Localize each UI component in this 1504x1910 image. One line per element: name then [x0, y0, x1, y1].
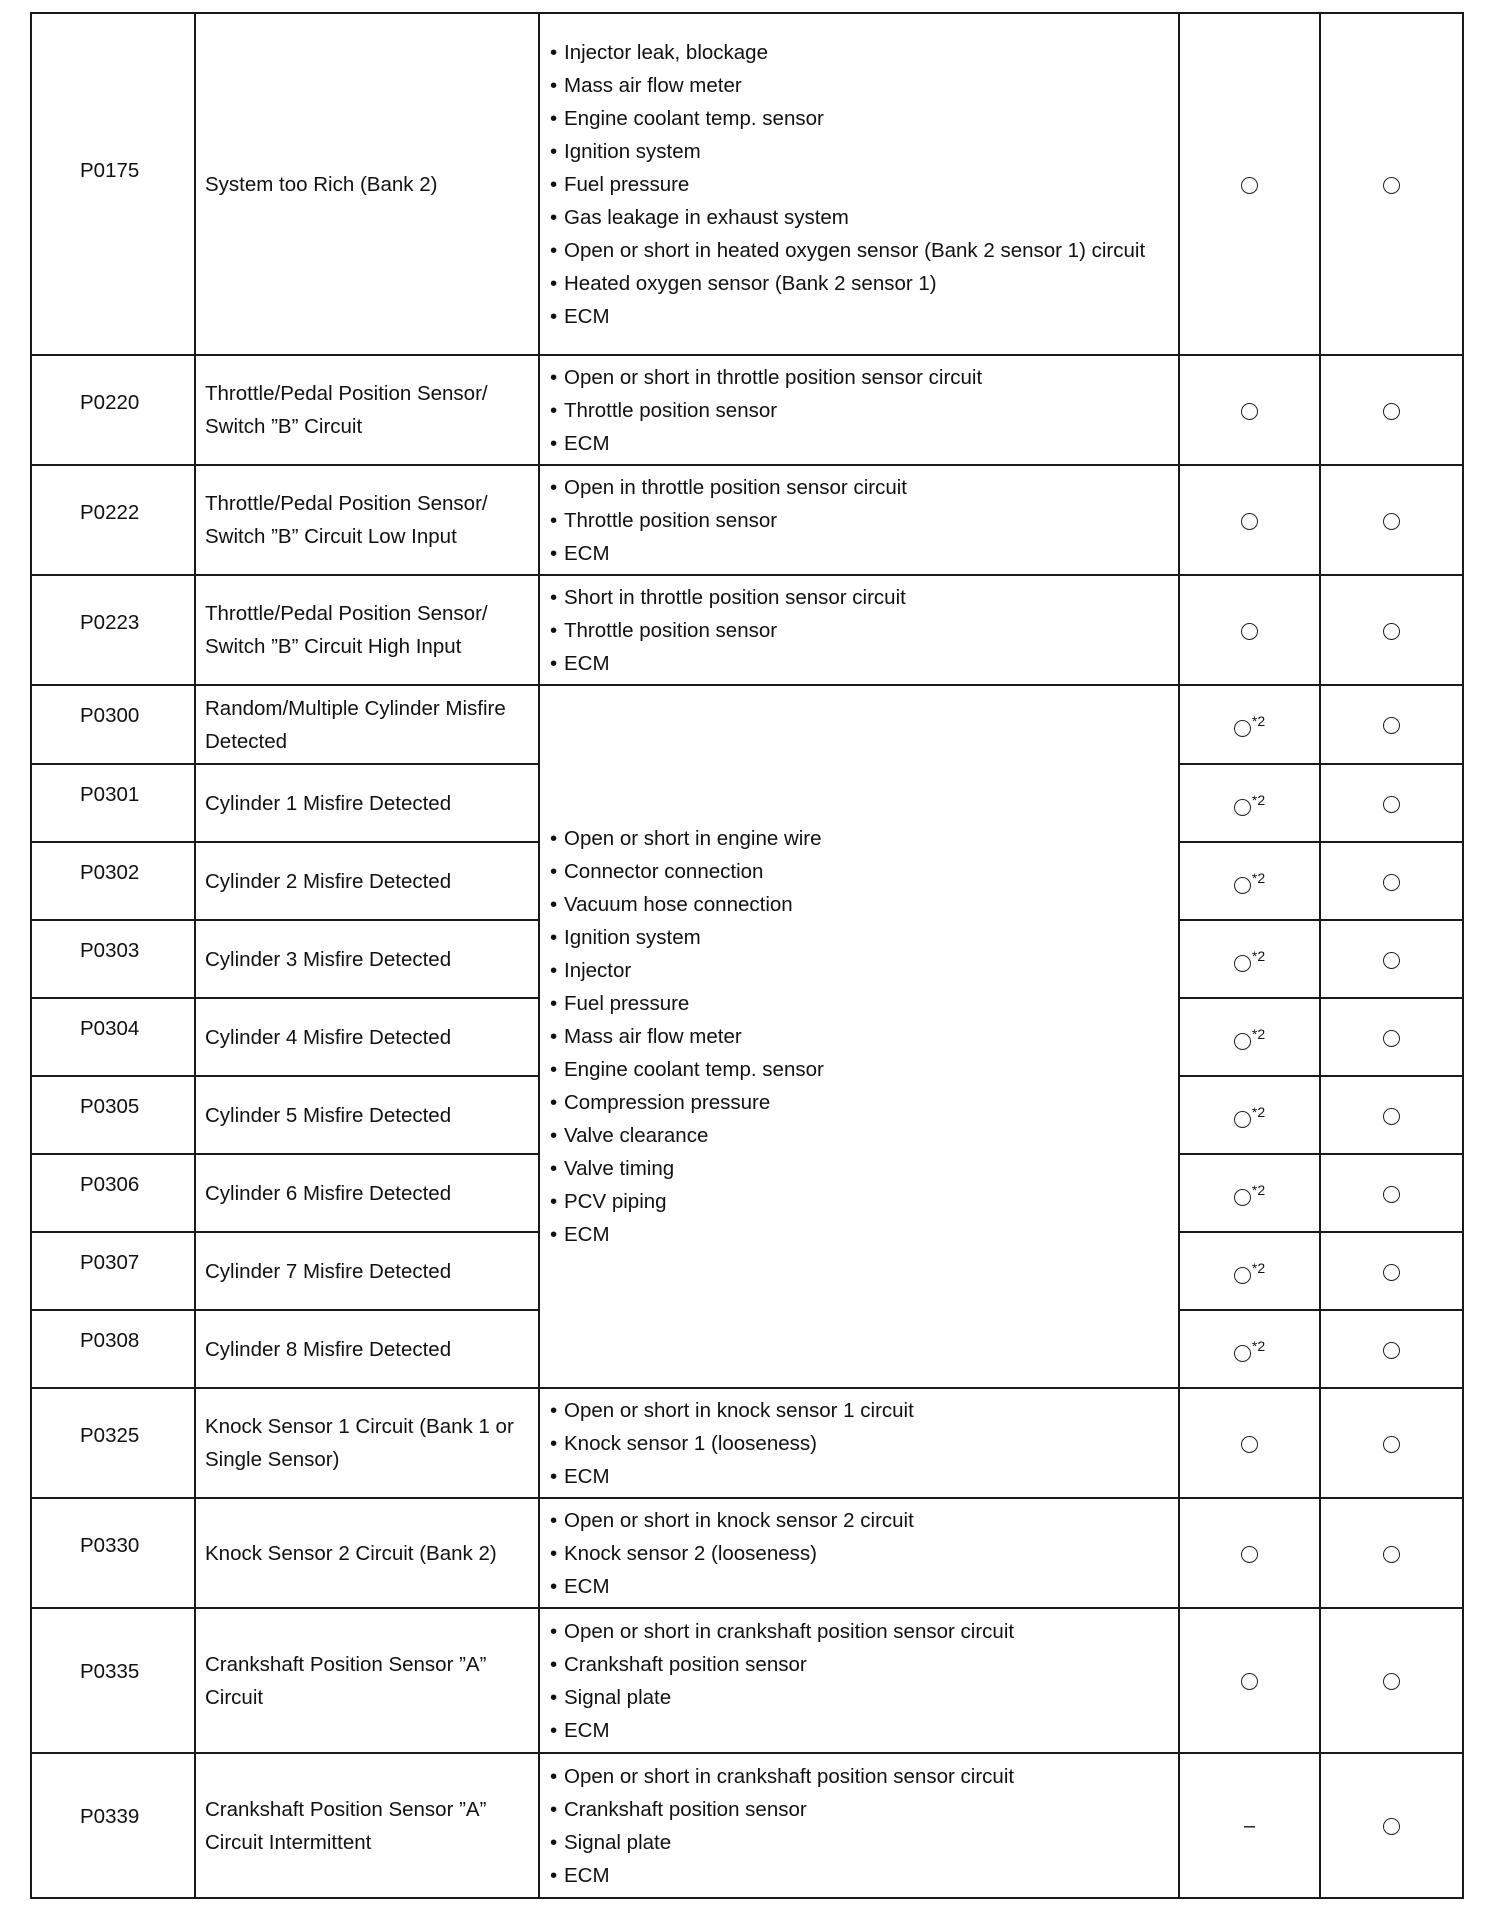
circle-mark-icon	[1383, 1546, 1400, 1563]
detection-item-cell	[195, 1076, 539, 1154]
cause-item: • Engine coolant temp. sensor	[550, 1053, 1172, 1086]
detection-item: Crankshaft Position Sensor ”A” Circuit Intermittent	[205, 1797, 487, 1854]
detection-item-cell	[195, 13, 539, 355]
table-row	[31, 13, 1463, 355]
memory-cell	[1320, 685, 1463, 764]
table-row	[31, 355, 1463, 465]
dtc-code: P0335	[80, 1660, 140, 1683]
detection-item: Cylinder 6 Misfire Detected	[205, 1181, 452, 1205]
cause-item: • Ignition system	[550, 921, 1172, 954]
detection-item-cell	[195, 1232, 539, 1310]
circle-mark-icon	[1234, 1345, 1251, 1362]
cause-item: • Ignition system	[550, 135, 1172, 168]
memory-cell	[1320, 1154, 1463, 1232]
possible-causes-list	[550, 36, 1172, 333]
mil-cell	[1179, 685, 1320, 764]
dtc-code-cell	[31, 842, 195, 920]
circle-mark-icon	[1234, 1033, 1251, 1050]
cause-item: • ECM	[550, 1859, 1172, 1892]
cause-item: • ECM	[550, 537, 1172, 570]
detection-item-cell	[195, 764, 539, 842]
memory-cell	[1320, 1232, 1463, 1310]
circle-mark-icon	[1383, 1108, 1400, 1125]
memory-cell	[1320, 1753, 1463, 1898]
detection-item: Cylinder 2 Misfire Detected	[205, 869, 452, 893]
circle-mark-icon	[1383, 1186, 1400, 1203]
cause-item: • Short in throttle position sensor circuit	[550, 581, 1172, 614]
circle-mark-icon	[1241, 403, 1258, 420]
dtc-code: P0223	[80, 611, 140, 634]
dtc-code: P0303	[80, 939, 140, 962]
possible-causes-list	[550, 822, 1172, 1251]
cause-item: • ECM	[550, 1460, 1172, 1493]
dtc-code: P0305	[80, 1095, 140, 1118]
cause-item: • ECM	[550, 1570, 1172, 1603]
dtc-code: P0300	[80, 704, 140, 727]
memory-cell	[1320, 465, 1463, 575]
mil-cell	[1179, 1154, 1320, 1232]
detection-item: Random/Multiple Cylinder Misfire Detected	[205, 696, 506, 753]
detection-item-cell	[195, 842, 539, 920]
cause-item: • Valve timing	[550, 1152, 1172, 1185]
footnote-mark: *2	[1251, 1259, 1266, 1276]
dtc-code-cell	[31, 764, 195, 842]
mil-cell	[1179, 1608, 1320, 1753]
footnote-mark: *2	[1251, 1103, 1266, 1120]
possible-causes-list	[550, 361, 1172, 460]
circle-mark-icon	[1383, 796, 1400, 813]
trouble-area-cell	[539, 1388, 1179, 1498]
dtc-code: P0302	[80, 861, 140, 884]
detection-item-cell	[195, 998, 539, 1076]
detection-item: Throttle/Pedal Position Sensor/ Switch ”B” Circuit High Input	[205, 602, 488, 658]
circle-mark-icon	[1383, 403, 1400, 420]
possible-causes-list	[550, 581, 1172, 680]
cause-item: • Knock sensor 2 (looseness)	[550, 1537, 1172, 1570]
table-row	[31, 465, 1463, 575]
memory-cell	[1320, 1608, 1463, 1753]
dtc-code-cell	[31, 998, 195, 1076]
dtc-code: P0175	[80, 159, 140, 182]
circle-mark-icon	[1383, 1818, 1400, 1835]
cause-item: • Open in throttle position sensor circuit	[550, 471, 1172, 504]
memory-cell	[1320, 1076, 1463, 1154]
dtc-code-cell	[31, 920, 195, 998]
cause-item: • ECM	[550, 647, 1172, 680]
cause-item: • Fuel pressure	[550, 987, 1172, 1020]
possible-causes-list	[550, 1760, 1172, 1892]
circle-mark-icon	[1383, 513, 1400, 530]
dtc-code-cell	[31, 355, 195, 465]
memory-cell	[1320, 842, 1463, 920]
cause-item: • Open or short in crankshaft position sensor circuit	[550, 1760, 1172, 1793]
mil-cell	[1179, 1388, 1320, 1498]
detection-item: Crankshaft Position Sensor ”A” Circuit	[205, 1652, 487, 1709]
footnote-mark: *2	[1251, 869, 1266, 886]
trouble-area-cell	[539, 685, 1179, 1388]
detection-item-cell	[195, 1388, 539, 1498]
cause-item: • ECM	[550, 300, 1172, 333]
detection-item: Cylinder 7 Misfire Detected	[205, 1259, 452, 1283]
circle-mark-icon	[1383, 717, 1400, 734]
detection-item-cell	[195, 1154, 539, 1232]
cause-item: • Open or short in knock sensor 2 circuit	[550, 1504, 1172, 1537]
detection-item: Throttle/Pedal Position Sensor/ Switch ”B” Circuit Low Input	[205, 492, 488, 548]
detection-item: Cylinder 1 Misfire Detected	[205, 791, 452, 815]
dtc-code: P0339	[80, 1805, 140, 1828]
circle-mark-icon	[1383, 177, 1400, 194]
cause-item: • Open or short in throttle position sensor circuit	[550, 361, 1172, 394]
mil-cell	[1179, 465, 1320, 575]
dtc-code-cell	[31, 1232, 195, 1310]
table-row	[31, 1498, 1463, 1608]
dtc-code: P0220	[80, 391, 140, 414]
cause-item: • Injector	[550, 954, 1172, 987]
possible-causes-list	[550, 1394, 1172, 1493]
table-row	[31, 1753, 1463, 1898]
detection-item-cell	[195, 355, 539, 465]
mil-cell	[1179, 1232, 1320, 1310]
detection-item-cell	[195, 920, 539, 998]
dtc-code-cell	[31, 575, 195, 685]
cause-item: • Signal plate	[550, 1681, 1172, 1714]
cause-item: • Throttle position sensor	[550, 504, 1172, 537]
possible-causes-list	[550, 471, 1172, 570]
cause-item: • Crankshaft position sensor	[550, 1793, 1172, 1826]
circle-mark-icon	[1241, 1546, 1258, 1563]
cause-item: • ECM	[550, 427, 1172, 460]
cause-item: • Heated oxygen sensor (Bank 2 sensor 1)	[550, 267, 1172, 300]
circle-mark-icon	[1383, 1436, 1400, 1453]
circle-mark-icon	[1383, 1264, 1400, 1281]
circle-mark-icon	[1241, 177, 1258, 194]
dtc-code: P0330	[80, 1534, 140, 1557]
cause-item: • PCV piping	[550, 1185, 1172, 1218]
memory-cell	[1320, 1388, 1463, 1498]
dtc-code-cell	[31, 1076, 195, 1154]
detection-item: Knock Sensor 1 Circuit (Bank 1 or Single Sensor)	[205, 1415, 514, 1471]
table-row	[31, 1608, 1463, 1753]
circle-mark-icon	[1383, 1673, 1400, 1690]
dtc-table-body	[31, 13, 1463, 1898]
dtc-code-cell	[31, 1388, 195, 1498]
dtc-code-cell	[31, 685, 195, 764]
dtc-code-cell	[31, 1608, 195, 1753]
mil-cell	[1179, 1753, 1320, 1898]
cause-item: • Open or short in engine wire	[550, 822, 1172, 855]
cause-item: • Gas leakage in exhaust system	[550, 201, 1172, 234]
circle-mark-icon	[1234, 955, 1251, 972]
memory-cell	[1320, 920, 1463, 998]
trouble-area-cell	[539, 465, 1179, 575]
mil-cell	[1179, 1310, 1320, 1388]
circle-mark-icon	[1234, 799, 1251, 816]
dtc-code: P0306	[80, 1173, 140, 1196]
detection-item-cell	[195, 1753, 539, 1898]
detection-item: Throttle/Pedal Position Sensor/ Switch ”B” Circuit	[205, 382, 488, 438]
memory-cell	[1320, 764, 1463, 842]
dtc-code-cell	[31, 1154, 195, 1232]
circle-mark-icon	[1234, 1189, 1251, 1206]
mil-cell	[1179, 355, 1320, 465]
dtc-code-cell	[31, 465, 195, 575]
dtc-code-cell	[31, 1753, 195, 1898]
mil-cell	[1179, 1076, 1320, 1154]
mil-cell	[1179, 13, 1320, 355]
cause-item: • Open or short in crankshaft position sensor circuit	[550, 1615, 1172, 1648]
possible-causes-list	[550, 1504, 1172, 1603]
circle-mark-icon	[1241, 513, 1258, 530]
cause-item: • ECM	[550, 1218, 1172, 1251]
detection-item-cell	[195, 685, 539, 764]
footnote-mark: *2	[1251, 947, 1266, 964]
memory-cell	[1320, 575, 1463, 685]
detection-item: Cylinder 8 Misfire Detected	[205, 1337, 452, 1361]
cause-item: • Fuel pressure	[550, 168, 1172, 201]
cause-item: • Vacuum hose connection	[550, 888, 1172, 921]
circle-mark-icon	[1241, 623, 1258, 640]
cause-item: • Throttle position sensor	[550, 394, 1172, 427]
detection-item-cell	[195, 1310, 539, 1388]
cause-item: • ECM	[550, 1714, 1172, 1747]
table-row	[31, 685, 1463, 764]
dtc-code: P0308	[80, 1329, 140, 1352]
cause-item: • Open or short in heated oxygen sensor (Bank 2 sensor 1) circuit	[550, 234, 1172, 267]
mil-cell	[1179, 998, 1320, 1076]
cause-item: • Connector connection	[550, 855, 1172, 888]
detection-item: Cylinder 4 Misfire Detected	[205, 1025, 452, 1049]
cause-item: • Crankshaft position sensor	[550, 1648, 1172, 1681]
cause-item: • Signal plate	[550, 1826, 1172, 1859]
circle-mark-icon	[1234, 1267, 1251, 1284]
cause-item: • Compression pressure	[550, 1086, 1172, 1119]
dtc-code-cell	[31, 1498, 195, 1608]
dtc-code: P0222	[80, 501, 140, 524]
detection-item-cell	[195, 465, 539, 575]
mil-cell	[1179, 764, 1320, 842]
memory-cell	[1320, 998, 1463, 1076]
dtc-code: P0301	[80, 783, 140, 806]
circle-mark-icon	[1234, 720, 1251, 737]
detection-item: Cylinder 5 Misfire Detected	[205, 1103, 452, 1127]
circle-mark-icon	[1383, 1342, 1400, 1359]
circle-mark-icon	[1241, 1436, 1258, 1453]
trouble-area-cell	[539, 355, 1179, 465]
possible-causes-list	[550, 1615, 1172, 1747]
dtc-table	[30, 12, 1464, 1899]
detection-item-cell	[195, 575, 539, 685]
memory-cell	[1320, 1310, 1463, 1388]
circle-mark-icon	[1383, 874, 1400, 891]
detection-item-cell	[195, 1498, 539, 1608]
circle-mark-icon	[1383, 623, 1400, 640]
footnote-mark: *2	[1251, 1181, 1266, 1198]
cause-item: • Knock sensor 1 (looseness)	[550, 1427, 1172, 1460]
dtc-code: P0307	[80, 1251, 140, 1274]
detection-item: Cylinder 3 Misfire Detected	[205, 947, 452, 971]
cause-item: • Injector leak, blockage	[550, 36, 1172, 69]
mil-cell	[1179, 1498, 1320, 1608]
circle-mark-icon	[1241, 1673, 1258, 1690]
trouble-area-cell	[539, 575, 1179, 685]
footnote-mark: *2	[1251, 713, 1266, 729]
circle-mark-icon	[1383, 1030, 1400, 1047]
dtc-code: P0304	[80, 1017, 140, 1040]
detection-item-cell	[195, 1608, 539, 1753]
table-row	[31, 1388, 1463, 1498]
dtc-code-cell	[31, 13, 195, 355]
detection-item: System too Rich (Bank 2)	[205, 172, 438, 196]
detection-item: Knock Sensor 2 Circuit (Bank 2)	[205, 1541, 497, 1565]
mil-cell	[1179, 920, 1320, 998]
footnote-mark: *2	[1251, 791, 1266, 808]
cause-item: • Throttle position sensor	[550, 614, 1172, 647]
cause-item: • Mass air flow meter	[550, 69, 1172, 102]
footnote-mark: *2	[1251, 1025, 1266, 1042]
memory-cell	[1320, 355, 1463, 465]
mil-cell	[1179, 842, 1320, 920]
memory-cell	[1320, 13, 1463, 355]
dtc-code: P0325	[80, 1424, 140, 1447]
circle-mark-icon	[1383, 952, 1400, 969]
circle-mark-icon	[1234, 1111, 1251, 1128]
trouble-area-cell	[539, 1608, 1179, 1753]
memory-cell	[1320, 1498, 1463, 1608]
cause-item: • Valve clearance	[550, 1119, 1172, 1152]
cause-item: • Open or short in knock sensor 1 circuit	[550, 1394, 1172, 1427]
circle-mark-icon	[1234, 877, 1251, 894]
dash-mark: –	[1243, 1814, 1256, 1837]
dtc-code-cell	[31, 1310, 195, 1388]
cause-item: • Mass air flow meter	[550, 1020, 1172, 1053]
mil-cell	[1179, 575, 1320, 685]
trouble-area-cell	[539, 1753, 1179, 1898]
trouble-area-cell	[539, 13, 1179, 355]
cause-item: • Engine coolant temp. sensor	[550, 102, 1172, 135]
footnote-mark: *2	[1251, 1337, 1266, 1354]
table-row	[31, 575, 1463, 685]
trouble-area-cell	[539, 1498, 1179, 1608]
